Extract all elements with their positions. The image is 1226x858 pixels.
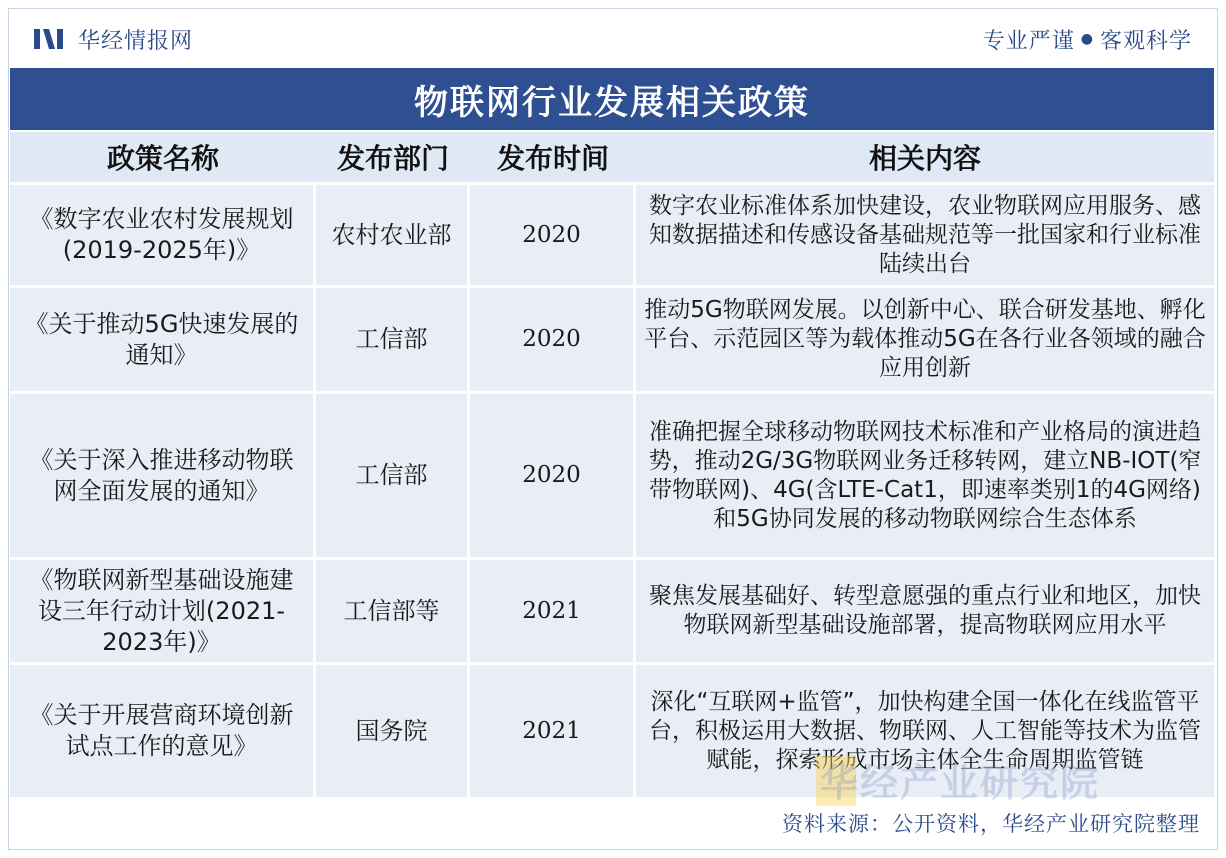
title-bar — [10, 68, 1214, 130]
table-header — [10, 132, 1214, 182]
table-row — [10, 394, 1214, 557]
policy-dept: 工信部 — [316, 394, 467, 557]
table-row — [10, 185, 1214, 285]
source-note: 资料来源：公开资料，华经产业研究院整理 — [782, 812, 1200, 836]
policy-name: 《关于开展营商环境创新试点工作的意见》 — [10, 665, 313, 797]
brand-name: 华经情报网 — [78, 28, 194, 54]
policy-content: 聚焦发展基础好、转型意愿强的重点行业和地区，加快物联网新型基础设施部署，提高物联网应用水平 — [636, 560, 1214, 662]
policy-content: 数字农业标准体系加快建设，农业物联网应用服务、感知数据描述和传感设备基础规范等一批国家和行业标准陆续出台 — [636, 185, 1214, 285]
column-header-name: 政策名称 — [106, 142, 219, 175]
policy-content: 准确把握全球移动物联网技术标准和产业格局的演进趋势，推动2G/3G物联网业务迁移转网，建立NB-IOT(窄带物联网)、4G(含LTE-Cat1，即速率类别1的4G网络)和5G协同发展的移动物联网综合生态体系 — [636, 394, 1214, 557]
brand-logo-icon — [32, 25, 66, 53]
policy-dept: 工信部等 — [316, 560, 467, 662]
watermark: 华经产业研究院 — [820, 761, 1101, 805]
column-header-content: 相关内容 — [868, 142, 981, 175]
page-title: 物联网行业发展相关政策 — [414, 82, 810, 123]
policy-dept: 农村农业部 — [316, 185, 467, 285]
slogan-left: 专业严谨 — [982, 28, 1075, 54]
column-header-year: 发布时间 — [496, 142, 609, 175]
policy-name: 《物联网新型基础设施建设三年行动计划(2021-2023年)》 — [10, 560, 313, 662]
policy-content: 深化“互联网+监管”，加快构建全国一体化在线监管平台，积极运用大数据、物联网、人工智能等技术为监管赋能，探索形成市场主体全生命周期监管链 — [636, 665, 1214, 797]
slogan-right: 客观科学 — [1099, 28, 1192, 54]
policy-year: 2020 — [470, 185, 633, 285]
policy-name: 《数字农业农村发展规划(2019-2025年)》 — [10, 185, 313, 285]
slogan — [983, 24, 1192, 54]
top-bar — [10, 10, 1214, 66]
policy-content: 推动5G物联网发展。以创新中心、联合研发基地、孵化平台、示范园区等为载体推动5G在各行业各领域的融合应用创新 — [636, 288, 1214, 391]
policy-year: 2021 — [470, 665, 633, 797]
policy-dept: 国务院 — [316, 665, 467, 797]
policy-year: 2021 — [470, 560, 633, 662]
policy-year: 2020 — [470, 394, 633, 557]
policy-year: 2020 — [470, 288, 633, 391]
policy-table — [10, 132, 1214, 797]
slogan-dot: ● — [1080, 31, 1094, 47]
column-header-dept: 发布部门 — [336, 142, 449, 175]
policy-name: 《关于推动5G快速发展的通知》 — [10, 288, 313, 391]
table-row — [10, 288, 1214, 391]
table-row — [10, 560, 1214, 662]
policy-dept: 工信部 — [316, 288, 467, 391]
brand — [32, 24, 193, 54]
policy-name: 《关于深入推进移动物联网全面发展的通知》 — [10, 394, 313, 557]
